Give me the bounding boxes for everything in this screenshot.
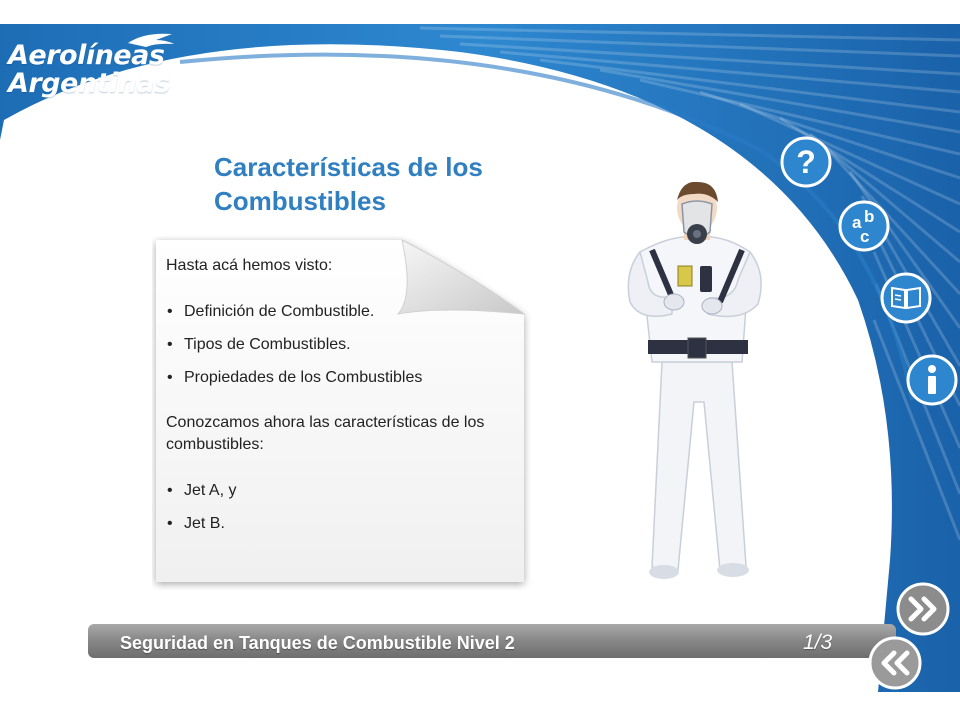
svg-text:b: b	[864, 207, 875, 226]
intro-text: Hasta acá hemos visto:	[166, 257, 333, 274]
brand-name-line1: Aerolíneas	[8, 40, 165, 71]
page-indicator: 1/3	[803, 631, 833, 654]
seen-topics-list	[166, 295, 526, 394]
book-icon	[880, 272, 932, 324]
help-button[interactable]	[780, 136, 832, 188]
list-item: • Jet A, y	[166, 474, 526, 507]
svg-text:c: c	[860, 227, 870, 246]
followup-text: Conozcamos ahora las características de los combustibles:	[166, 414, 485, 453]
glossary-icon	[838, 200, 890, 252]
worker-illustration	[612, 182, 782, 582]
card-content	[166, 255, 526, 540]
double-chevron-right-icon	[896, 582, 950, 636]
list-item: • Tipos de Combustibles.	[166, 328, 526, 361]
list-item: • Definición de Combustible.	[166, 295, 526, 328]
info-button[interactable]	[906, 354, 958, 406]
library-button[interactable]	[880, 272, 932, 324]
svg-text:a: a	[852, 213, 862, 232]
previous-button[interactable]	[868, 636, 922, 690]
slide-title: Características de los Combustibles	[214, 152, 483, 216]
svg-text:?: ?	[796, 144, 816, 180]
course-title: Seguridad en Tanques de Combustible Nivel 2	[120, 633, 515, 653]
list-item: • Jet B.	[166, 507, 526, 540]
info-icon	[906, 354, 958, 406]
glossary-button[interactable]	[838, 200, 890, 252]
brand-name-line2: Argentinas	[8, 68, 170, 99]
next-button[interactable]	[896, 582, 950, 636]
double-chevron-left-icon	[868, 636, 922, 690]
brand-logo	[8, 30, 178, 100]
help-icon	[780, 136, 832, 188]
fuel-types-list	[166, 474, 526, 540]
list-item: • Propiedades de los Combustibles	[166, 361, 526, 394]
